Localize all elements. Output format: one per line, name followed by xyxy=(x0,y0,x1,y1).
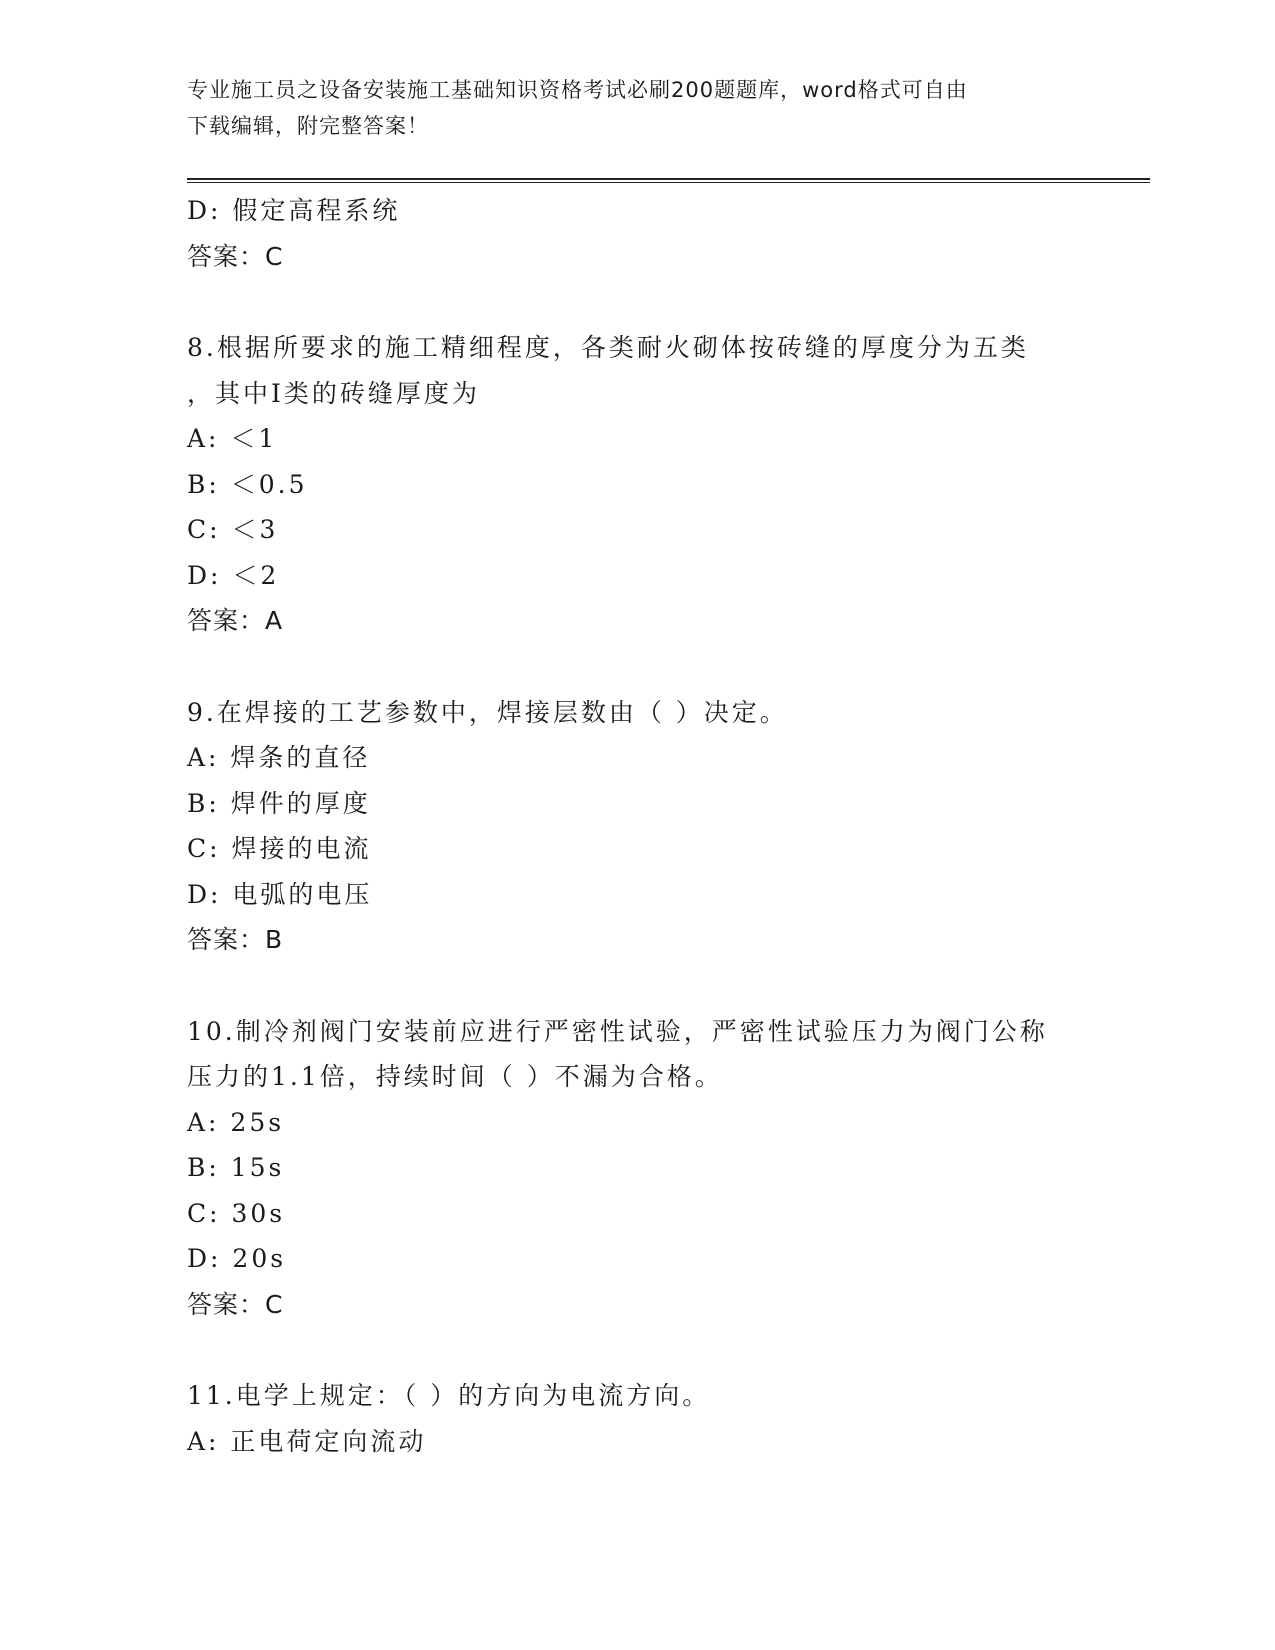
header-divider xyxy=(187,178,1150,183)
carryover-question xyxy=(187,188,1117,279)
option-b: B: ＜0.5 xyxy=(187,469,308,499)
question-text-line-1: 11.电学上规定：（ ）的方向为电流方向。 xyxy=(187,1381,711,1410)
option-d: D: 假定高程系统 xyxy=(187,196,401,225)
question-text-line-1: 9.在焊接的工艺参数中，焊接层数由（ ）决定。 xyxy=(187,697,788,727)
document-body xyxy=(187,188,1117,1464)
answer-line: 答案：B xyxy=(187,925,284,954)
question-text-line-1: 10.制冷剂阀门安装前应进行严密性试验，严密性试验压力为阀门公称 xyxy=(187,1016,1048,1046)
option-d: D: 电弧的电压 xyxy=(187,879,373,909)
answer-line: 答案：C xyxy=(187,241,284,271)
answer-line: 答案：A xyxy=(187,606,284,635)
option-a: A: 25s xyxy=(187,1107,285,1137)
option-c: C: 焊接的电流 xyxy=(187,834,372,863)
option-d: D: ＜2 xyxy=(187,560,280,590)
question-8 xyxy=(187,325,1117,644)
option-c: C: ＜3 xyxy=(187,515,279,544)
question-text-line-2: 压力的1.1倍，持续时间（ ）不漏为合格。 xyxy=(187,1062,723,1091)
answer-line: 答案：C xyxy=(187,1289,284,1319)
question-9 xyxy=(187,690,1117,963)
option-c: C: 30s xyxy=(187,1198,286,1228)
question-11 xyxy=(187,1373,1117,1464)
option-b: B: 焊件的厚度 xyxy=(187,788,371,818)
page-header xyxy=(187,72,1087,144)
option-a: A: 焊条的直径 xyxy=(187,743,371,772)
header-line-1: 专业施工员之设备安装施工基础知识资格考试必刷200题题库，word格式可自由 xyxy=(187,78,968,102)
header-line-2: 下载编辑，附完整答案！ xyxy=(187,114,429,138)
question-text-line-1: 8.根据所要求的施工精细程度，各类耐火砌体按砖缝的厚度分为五类 xyxy=(187,333,1029,362)
question-10 xyxy=(187,1009,1117,1328)
option-a: A: 正电荷定向流动 xyxy=(187,1426,427,1456)
option-b: B: 15s xyxy=(187,1153,285,1182)
question-text-line-2: ，其中Ⅰ类的砖缝厚度为 xyxy=(187,378,480,408)
option-d: D: 20s xyxy=(187,1244,287,1273)
option-a: A: ＜1 xyxy=(187,424,278,453)
